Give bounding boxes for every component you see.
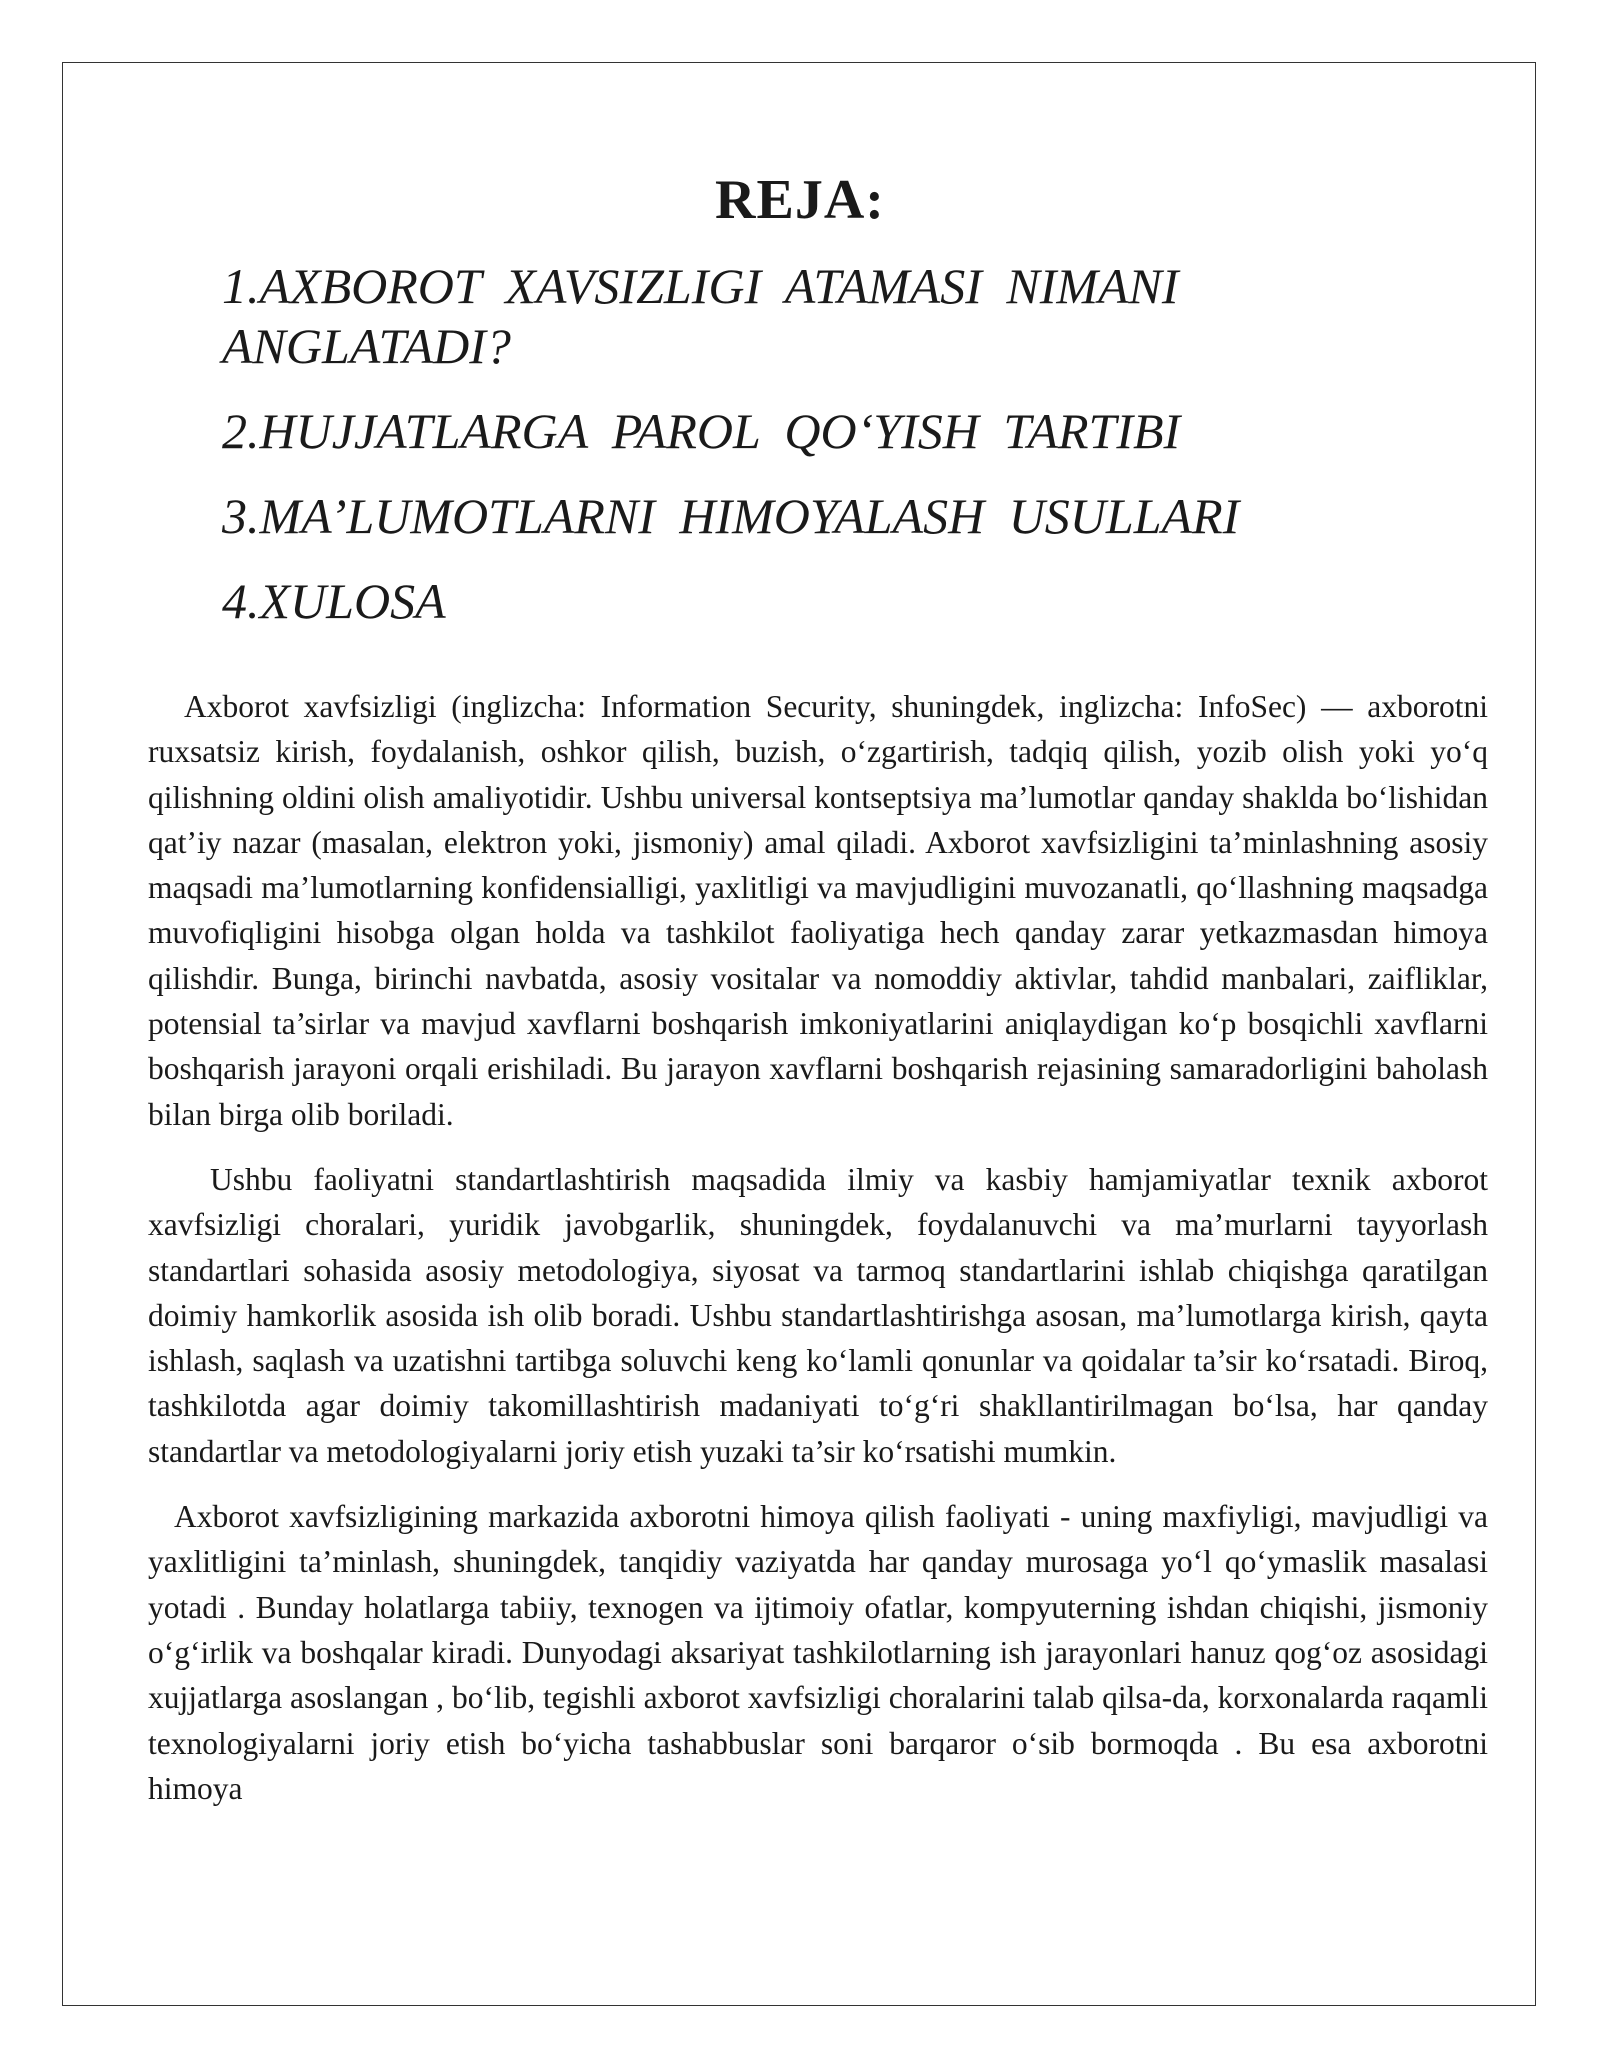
plan-item-2: 2.HUJJATLARGA PAROL QO‘YISH TARTIBI bbox=[222, 403, 1181, 459]
paragraph-3: Axborot xavfsizligining markazida axborotni himoya qilish faoliyati - uning maxfiyligi, mavjudligi va yaxlitligini ta’minlash, shuningdek, tanqidiy vaziyatda har qanday murosaga yo‘l qo‘ymaslik masalasi yotadi . Bunday holatlarga tabiiy, texnogen va ijtimoiy ofatlar, kompyuterning ishdan chiqishi, jismoniy o‘g‘irlik va boshqalar kiradi. Dunyodagi aksariyat tashkilotlarning ish jarayonlari hanuz qog‘oz asosidagi xujjatlarga asoslangan , bo‘lib, tegishli axborot xavfsizligi choralarini talab qilsa-da, korxonalarda raqamli texnologiyalarni joriy etish bo‘yicha tashabbuslar soni barqaror o‘sib bormoqda . Bu esa axborotni himoya bbox=[148, 1499, 1488, 1806]
plan-item-1: 1.AXBOROT XAVSIZLIGI ATAMASI NIMANI ANGLATADI? bbox=[222, 258, 1179, 374]
paragraph-2: Ushbu faoliyatni standartlashtirish maqsadida ilmiy va kasbiy hamjamiyatlar texnik axborot xavfsizligi choralari, yuridik javobgarlik, shuningdek, foydalanuvchi va ma’murlarni tayyorlash standartlari sohasida asosiy metodologiya, siyosat va tarmoq standartlarini ishlab chiqishga qaratilgan doimiy hamkorlik asosida ish olib boradi. Ushbu standartlashtirishga asosan, ma’lumotlarga kirish, qayta ishlash, saqlash va uzatishni tartibga soluvchi keng ko‘lamli qonunlar va qoidalar ta’sir ko‘rsatadi. Biroq, tashkilotda agar doimiy takomillashtirish madaniyati to‘g‘ri shakllantirilmagan bo‘lsa, har qanday standartlar va metodologiyalarni joriy etish yuzaki ta’sir ko‘rsatishi mumkin. bbox=[148, 1161, 1488, 1469]
paragraph-1: Axborot xavfsizligi (inglizcha: Information Security, shuningdek, inglizcha: InfoSec) — axborotni ruxsatsiz kirish, foydalanish, oshkor qilish, buzish, o‘zgartirish, tadqiq qilish, yozib olish yoki yo‘q qilishning oldini olish amaliyotidir. Ushbu universal kontseptsiya ma’lumotlar qanday shaklda bo‘lishidan qat’iy nazar (masalan, elektron yoki, jismoniy) amal qiladi. Axborot xavfsizligini ta’minlashning asosiy maqsadi ma’lumotlarning konfidensialligi, yaxlitligi va mavjudligini muvozanatli, qo‘llashning maqsadga muvofiqligini hisobga olgan holda va tashkilot faoliyatiga hech qanday zarar yetkazmasdan himoya qilishdir. Bunga, birinchi navbatda, asosiy vositalar va nomoddiy aktivlar, tahdid manbalari, zaifliklar, potensial ta’sirlar va mavjud xavflarni boshqarish imkoniyatlarini aniqlaydigan ko‘p bosqichli xavflarni boshqarish jarayoni orqali erishiladi. Bu jarayon xavflarni boshqarish rejasining samaradorligini baholash bilan birga olib boriladi. bbox=[148, 689, 1488, 1132]
body-text bbox=[148, 684, 1488, 1831]
plan-list bbox=[222, 256, 1352, 656]
document-title: REJA: bbox=[715, 169, 885, 231]
plan-item-4: 4.XULOSA bbox=[222, 573, 446, 629]
plan-item-3: 3.MA’LUMOTLARNI HIMOYALASH USULLARI bbox=[222, 488, 1240, 544]
